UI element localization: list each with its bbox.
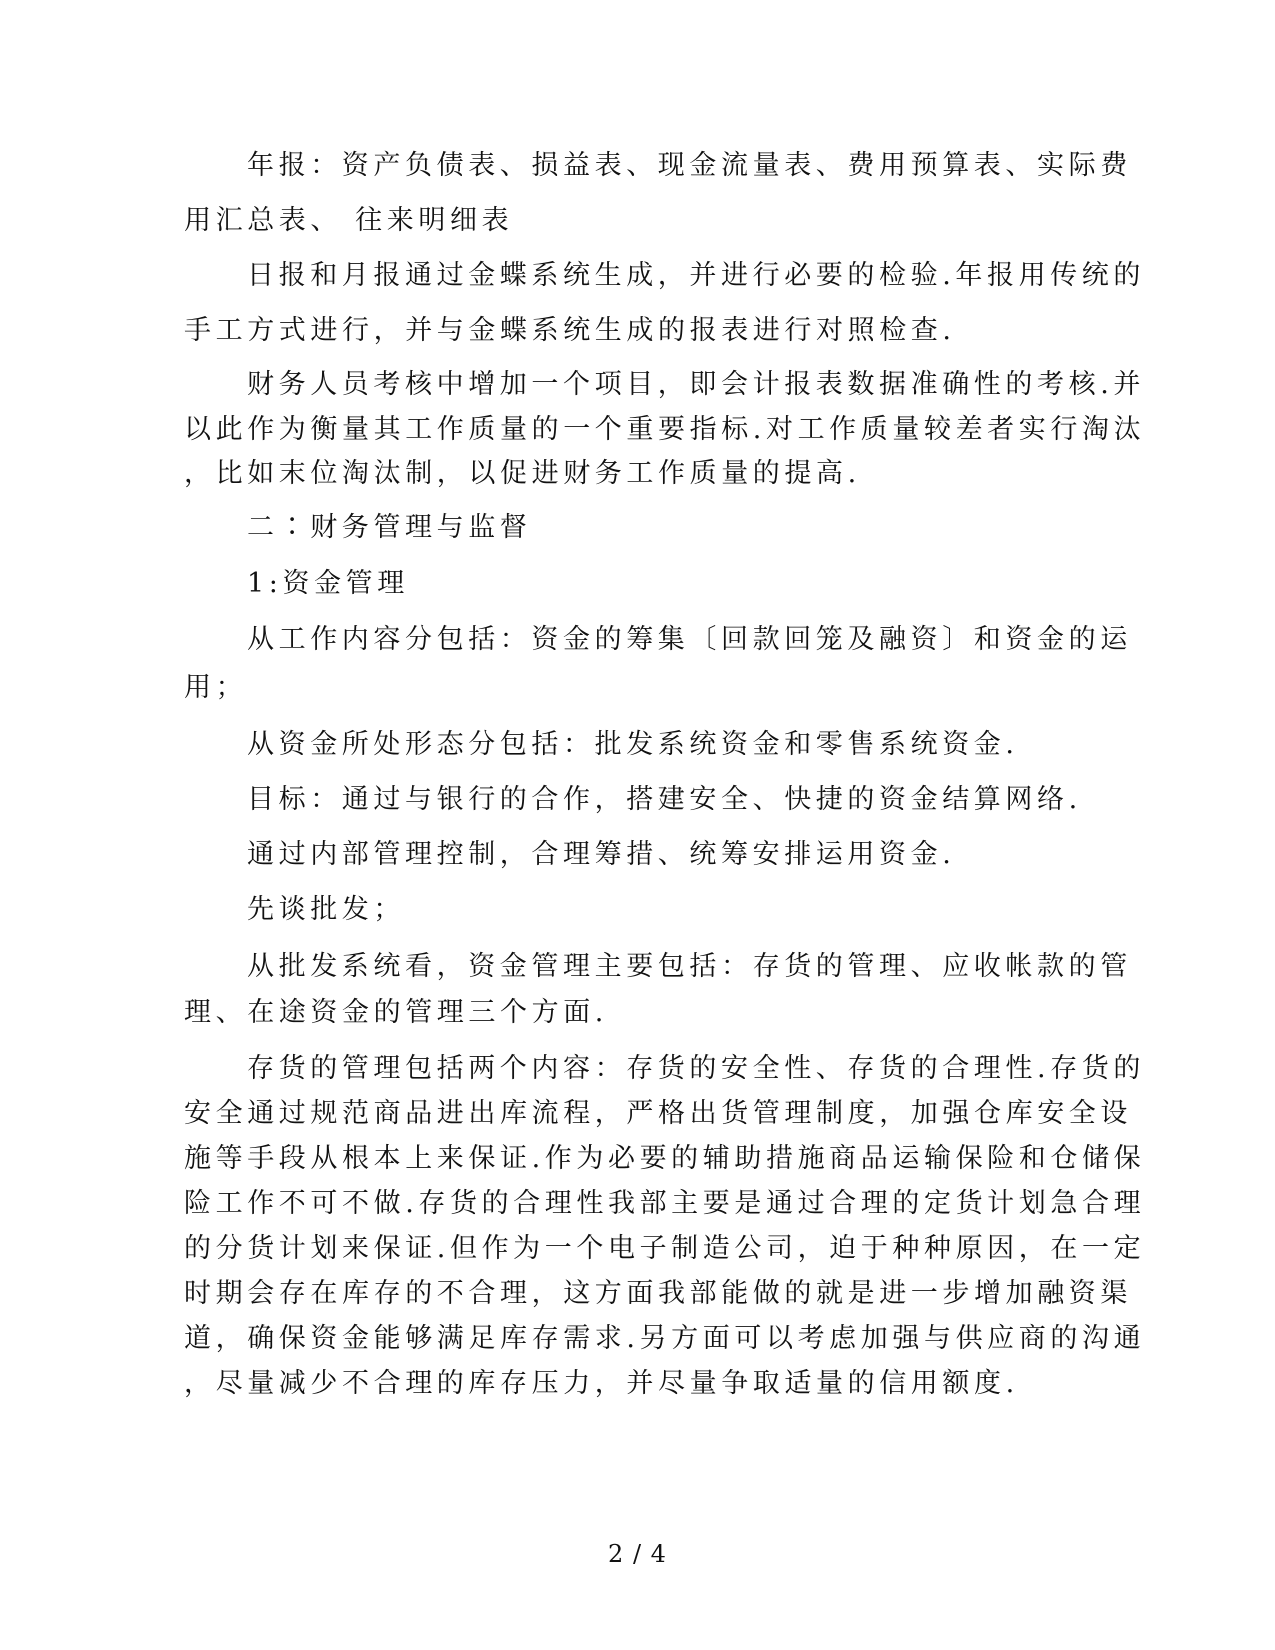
paragraph-12-line-7: 道，确保资金能够满足库存需求.另方面可以考虑加强与供应商的沟通 xyxy=(184,1323,1146,1354)
paragraph-8-line-1: 目标：通过与银行的合作，搭建安全、快捷的资金结算网络. xyxy=(247,784,1082,815)
paragraph-2-line-2: 手工方式进行，并与金蝶系统生成的报表进行对照检查. xyxy=(184,315,956,346)
paragraph-11-line-1: 从批发系统看，资金管理主要包括：存货的管理、应收帐款的管 xyxy=(247,951,1132,982)
paragraph-3-line-1: 财务人员考核中增加一个项目，即会计报表数据准确性的考核.并 xyxy=(247,369,1145,400)
paragraph-9-line-1: 通过内部管理控制，合理筹措、统筹安排运用资金. xyxy=(247,839,956,870)
paragraph-2-line-1: 日报和月报通过金蝶系统生成，并进行必要的检验.年报用传统的 xyxy=(247,260,1145,291)
paragraph-12-line-8: ，尽量减少不合理的库存压力，并尽量争取适量的信用额度. xyxy=(184,1368,1019,1399)
paragraph-3-line-3: ，比如末位淘汰制，以促进财务工作质量的提高. xyxy=(184,458,861,489)
section-heading: 二∶财务管理与监督 xyxy=(247,512,532,543)
paragraph-1-line-1: 年报：资产负债表、损益表、现金流量表、费用预算表、实际费 xyxy=(247,150,1132,181)
paragraph-7-line-1: 从资金所处形态分包括：批发系统资金和零售系统资金. xyxy=(247,729,1019,760)
paragraph-11-line-2: 理、在途资金的管理三个方面. xyxy=(184,997,608,1028)
paragraph-12-line-3: 施等手段从根本上来保证.作为必要的辅助措施商品运输保险和仓储保 xyxy=(184,1143,1146,1174)
paragraph-12-line-1: 存货的管理包括两个内容：存货的安全性、存货的合理性.存货的 xyxy=(247,1053,1145,1084)
paragraph-12-line-2: 安全通过规范商品进出库流程，严格出货管理制度，加强仓库安全设 xyxy=(184,1098,1132,1129)
subsection-heading: 1:资金管理 xyxy=(247,568,409,599)
paragraph-10-line-1: 先谈批发； xyxy=(247,894,405,925)
paragraph-6-line-1: 从工作内容分包括：资金的筹集〔回款回笼及融资〕和资金的运 xyxy=(247,624,1132,655)
paragraph-3-line-2: 以此作为衡量其工作质量的一个重要指标.对工作质量较差者实行淘汰 xyxy=(184,414,1146,445)
paragraph-12-line-4: 险工作不可不做.存货的合理性我部主要是通过合理的定货计划急合理 xyxy=(184,1188,1146,1219)
paragraph-12-line-6: 时期会存在库存的不合理，这方面我部能做的就是进一步增加融资渠 xyxy=(184,1278,1132,1309)
paragraph-1-line-2: 用汇总表、 往来明细表 xyxy=(184,205,514,236)
paragraph-12-line-5: 的分货计划来保证.但作为一个电子制造公司，迫于种种原因，在一定 xyxy=(184,1233,1146,1264)
page-number: 2 / 4 xyxy=(608,1540,667,1568)
paragraph-6-line-2: 用； xyxy=(184,672,248,703)
